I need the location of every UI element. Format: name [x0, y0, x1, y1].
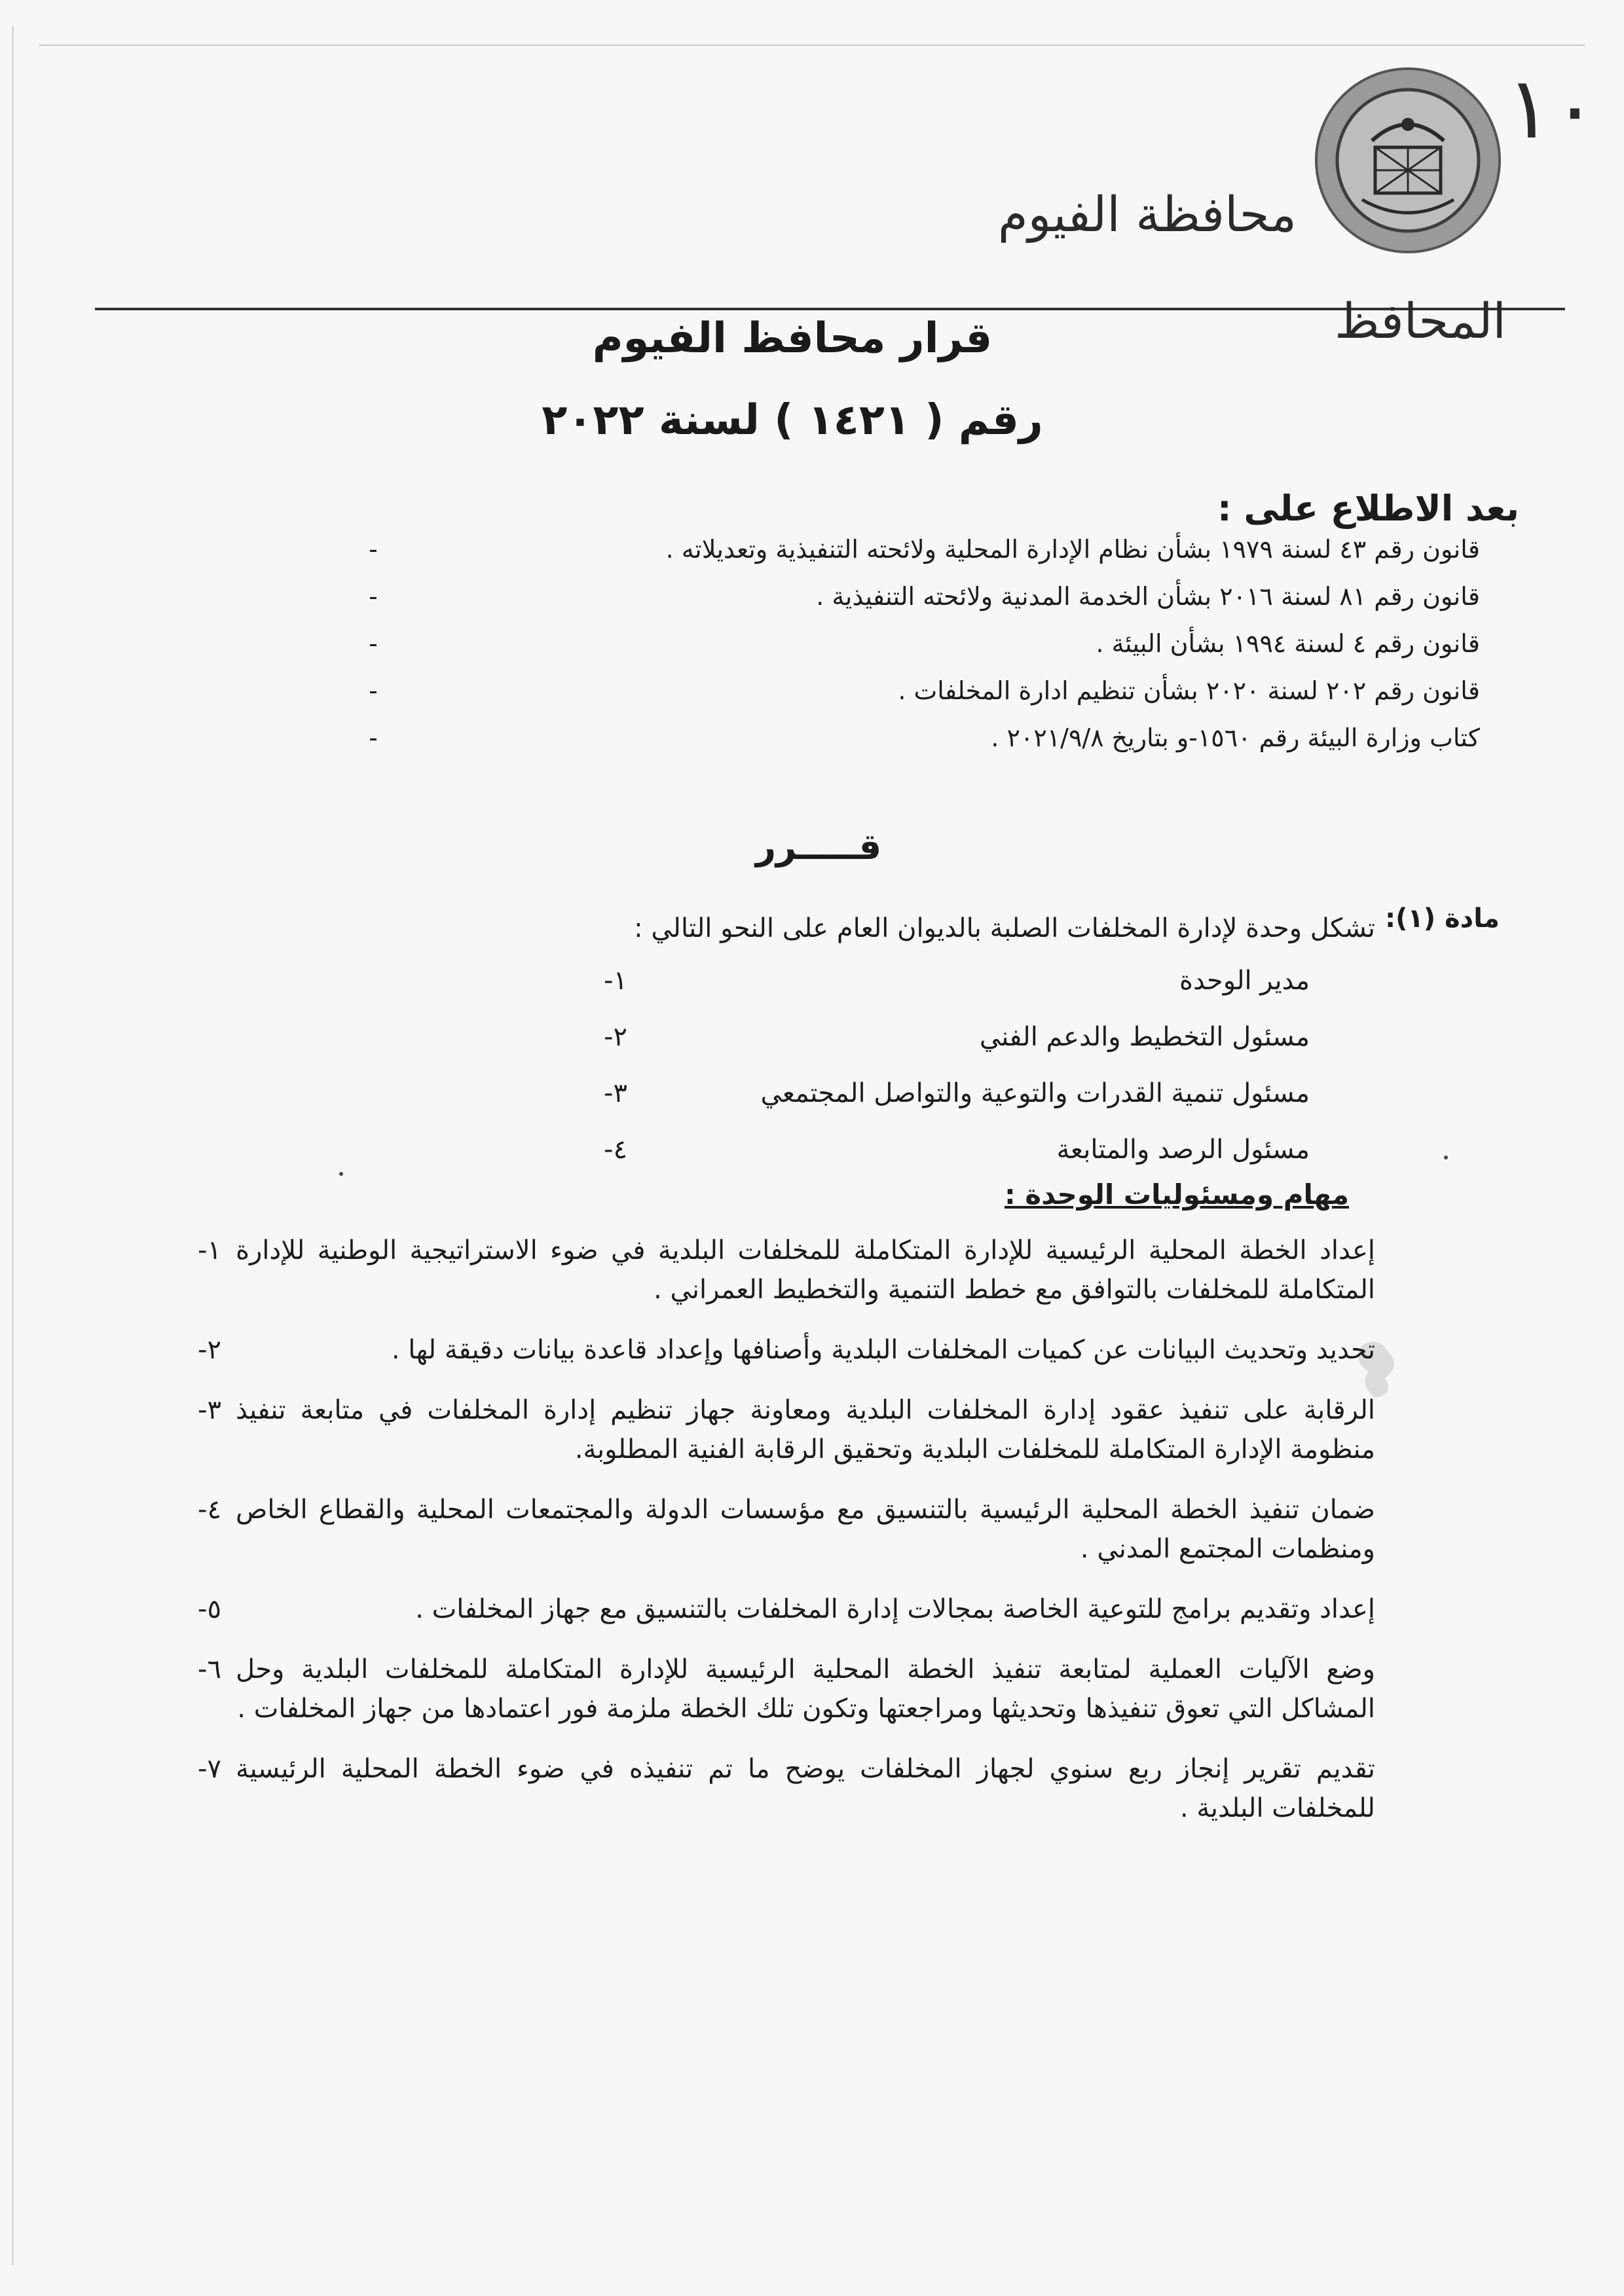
member-number: ٣-: [604, 1078, 627, 1108]
decree-number: رقم ( ١٤٢١ ) لسنة ٢٠٢٢: [542, 396, 1043, 445]
stray-dot: [1444, 1156, 1448, 1159]
issuer-label: المحافظ: [1335, 293, 1506, 350]
tasks-list: [183, 1231, 1375, 1849]
member-number: ١-: [604, 966, 627, 996]
list-item: - قانون رقم ٤ لسنة ١٩٩٤ بشأن البيئة .: [354, 626, 1480, 661]
governorate-name: محافظة الفيوم: [997, 187, 1297, 243]
page-number: ١٠: [1506, 58, 1598, 158]
decided-heading: قـــــرر: [755, 826, 882, 867]
tasks-heading: مهام ومسئوليات الوحدة :: [1005, 1178, 1349, 1211]
list-item: [589, 962, 1310, 999]
preamble-item-text: قانون رقم ٤٣ لسنة ١٩٧٩ بشأن نظام الإدارة المحلية ولائحته التنفيذية وتعديلاته .: [665, 535, 1480, 564]
list-item: [183, 1391, 1375, 1469]
preamble-item-text: قانون رقم ٢٠٢ لسنة ٢٠٢٠ بشأن تنظيم ادارة المخلفات .: [898, 676, 1480, 705]
task-text: إعداد وتقديم برامج للتوعية الخاصة بمجالات إدارة المخلفات بالتنسيق مع جهاز المخلفات .: [415, 1594, 1375, 1624]
preamble-item-text: كتاب وزارة البيئة رقم ١٥٦٠-و بتاريخ ٢٠٢١/٩/٨ .: [991, 723, 1480, 752]
list-item: [183, 1650, 1375, 1728]
task-text: تحديد وتحديث البيانات عن كميات المخلفات البلدية وأصنافها وإعداد قاعدة بيانات دقيقة لها .: [391, 1335, 1375, 1365]
list-item: [183, 1490, 1375, 1569]
list-item: [589, 1075, 1310, 1112]
list-item: [589, 1131, 1310, 1168]
member-role: مدير الوحدة: [1179, 966, 1310, 996]
scan-edge-top: [39, 45, 1585, 46]
member-number: ٤-: [604, 1135, 627, 1165]
preamble-list: [354, 532, 1480, 767]
task-text: تقديم تقرير إنجاز ربع سنوي لجهاز المخلفات يوضح ما تم تنفيذه في ضوء الخطة المحلية الرئيسية للمخلفات البلدية .: [236, 1754, 1375, 1823]
task-number: ٣-: [198, 1395, 221, 1425]
task-text: الرقابة على تنفيذ عقود إدارة المخلفات البلدية ومعاونة جهاز تنظيم إدارة المخلفات في متابعة تنفيذ منظومة الإدارة المتكاملة للمخلفات البلدية وتحقيق الرقابة الفنية المطلوبة.: [236, 1395, 1375, 1465]
list-item: - قانون رقم ٨١ لسنة ٢٠١٦ بشأن الخدمة المدنية ولائحته التنفيذية .: [354, 579, 1480, 614]
scan-edge-left: [12, 26, 14, 2265]
task-number: ٦-: [198, 1654, 221, 1685]
decree-title: قرار محافظ الفيوم: [592, 314, 993, 363]
task-number: ١-: [198, 1235, 221, 1266]
list-item: - كتاب وزارة البيئة رقم ١٥٦٠-و بتاريخ ٢٠٢١/٩/٨ .: [354, 720, 1480, 756]
article-1-label: مادة (١):: [1385, 903, 1500, 934]
list-item: - قانون رقم ٢٠٢ لسنة ٢٠٢٠ بشأن تنظيم ادارة المخلفات .: [354, 673, 1480, 708]
unit-members-list: [589, 962, 1310, 1188]
task-text: ضمان تنفيذ الخطة المحلية الرئيسية بالتنسيق مع مؤسسات الدولة والمجتمعات المحلية والقطاع الخاص ومنظمات المجتمع المدني .: [236, 1495, 1375, 1564]
member-role: مسئول تنمية القدرات والتوعية والتواصل المجتمعي: [760, 1078, 1310, 1108]
list-item: [183, 1231, 1375, 1309]
member-role: مسئول الرصد والمتابعة: [1056, 1135, 1310, 1165]
governorate-seal-icon: [1310, 62, 1506, 259]
list-item: - قانون رقم ٤٣ لسنة ١٩٧٩ بشأن نظام الإدارة المحلية ولائحته التنفيذية وتعديلاته .: [354, 532, 1480, 567]
member-role: مسئول التخطيط والدعم الفني: [979, 1022, 1310, 1052]
list-item: [589, 1019, 1310, 1055]
task-number: ٤-: [198, 1495, 221, 1525]
list-item: [183, 1330, 1375, 1370]
task-number: ٧-: [198, 1754, 221, 1784]
article-1-text: تشكل وحدة لإدارة المخلفات الصلبة بالديوان العام على النحو التالي :: [634, 913, 1375, 943]
task-text: إعداد الخطة المحلية الرئيسية للإدارة المتكاملة للمخلفات البلدية في ضوء الاستراتيجية الوطنية للإدارة المتكاملة للمخلفات بالتوافق مع خطط التنمية والتخطيط العمراني .: [236, 1235, 1375, 1305]
preamble-heading: بعد الاطلاع على :: [1217, 488, 1519, 529]
member-number: ٢-: [604, 1022, 627, 1052]
preamble-item-text: قانون رقم ٨١ لسنة ٢٠١٦ بشأن الخدمة المدنية ولائحته التنفيذية .: [816, 582, 1480, 611]
stray-dot: [339, 1172, 343, 1176]
list-item: [183, 1590, 1375, 1629]
preamble-item-text: قانون رقم ٤ لسنة ١٩٩٤ بشأن البيئة .: [1096, 629, 1480, 658]
task-number: ٥-: [198, 1594, 221, 1624]
task-text: وضع الآليات العملية لمتابعة تنفيذ الخطة المحلية الرئيسية للإدارة المتكاملة للمخلفات البلدية وحل المشاكل التي تعوق تنفيذها وتحديثها ومراجعتها وتكون تلك الخطة ملزمة فور اعتمادها من جهاز المخلفات .: [236, 1654, 1375, 1724]
task-number: ٢-: [198, 1335, 221, 1365]
list-item: [183, 1749, 1375, 1828]
